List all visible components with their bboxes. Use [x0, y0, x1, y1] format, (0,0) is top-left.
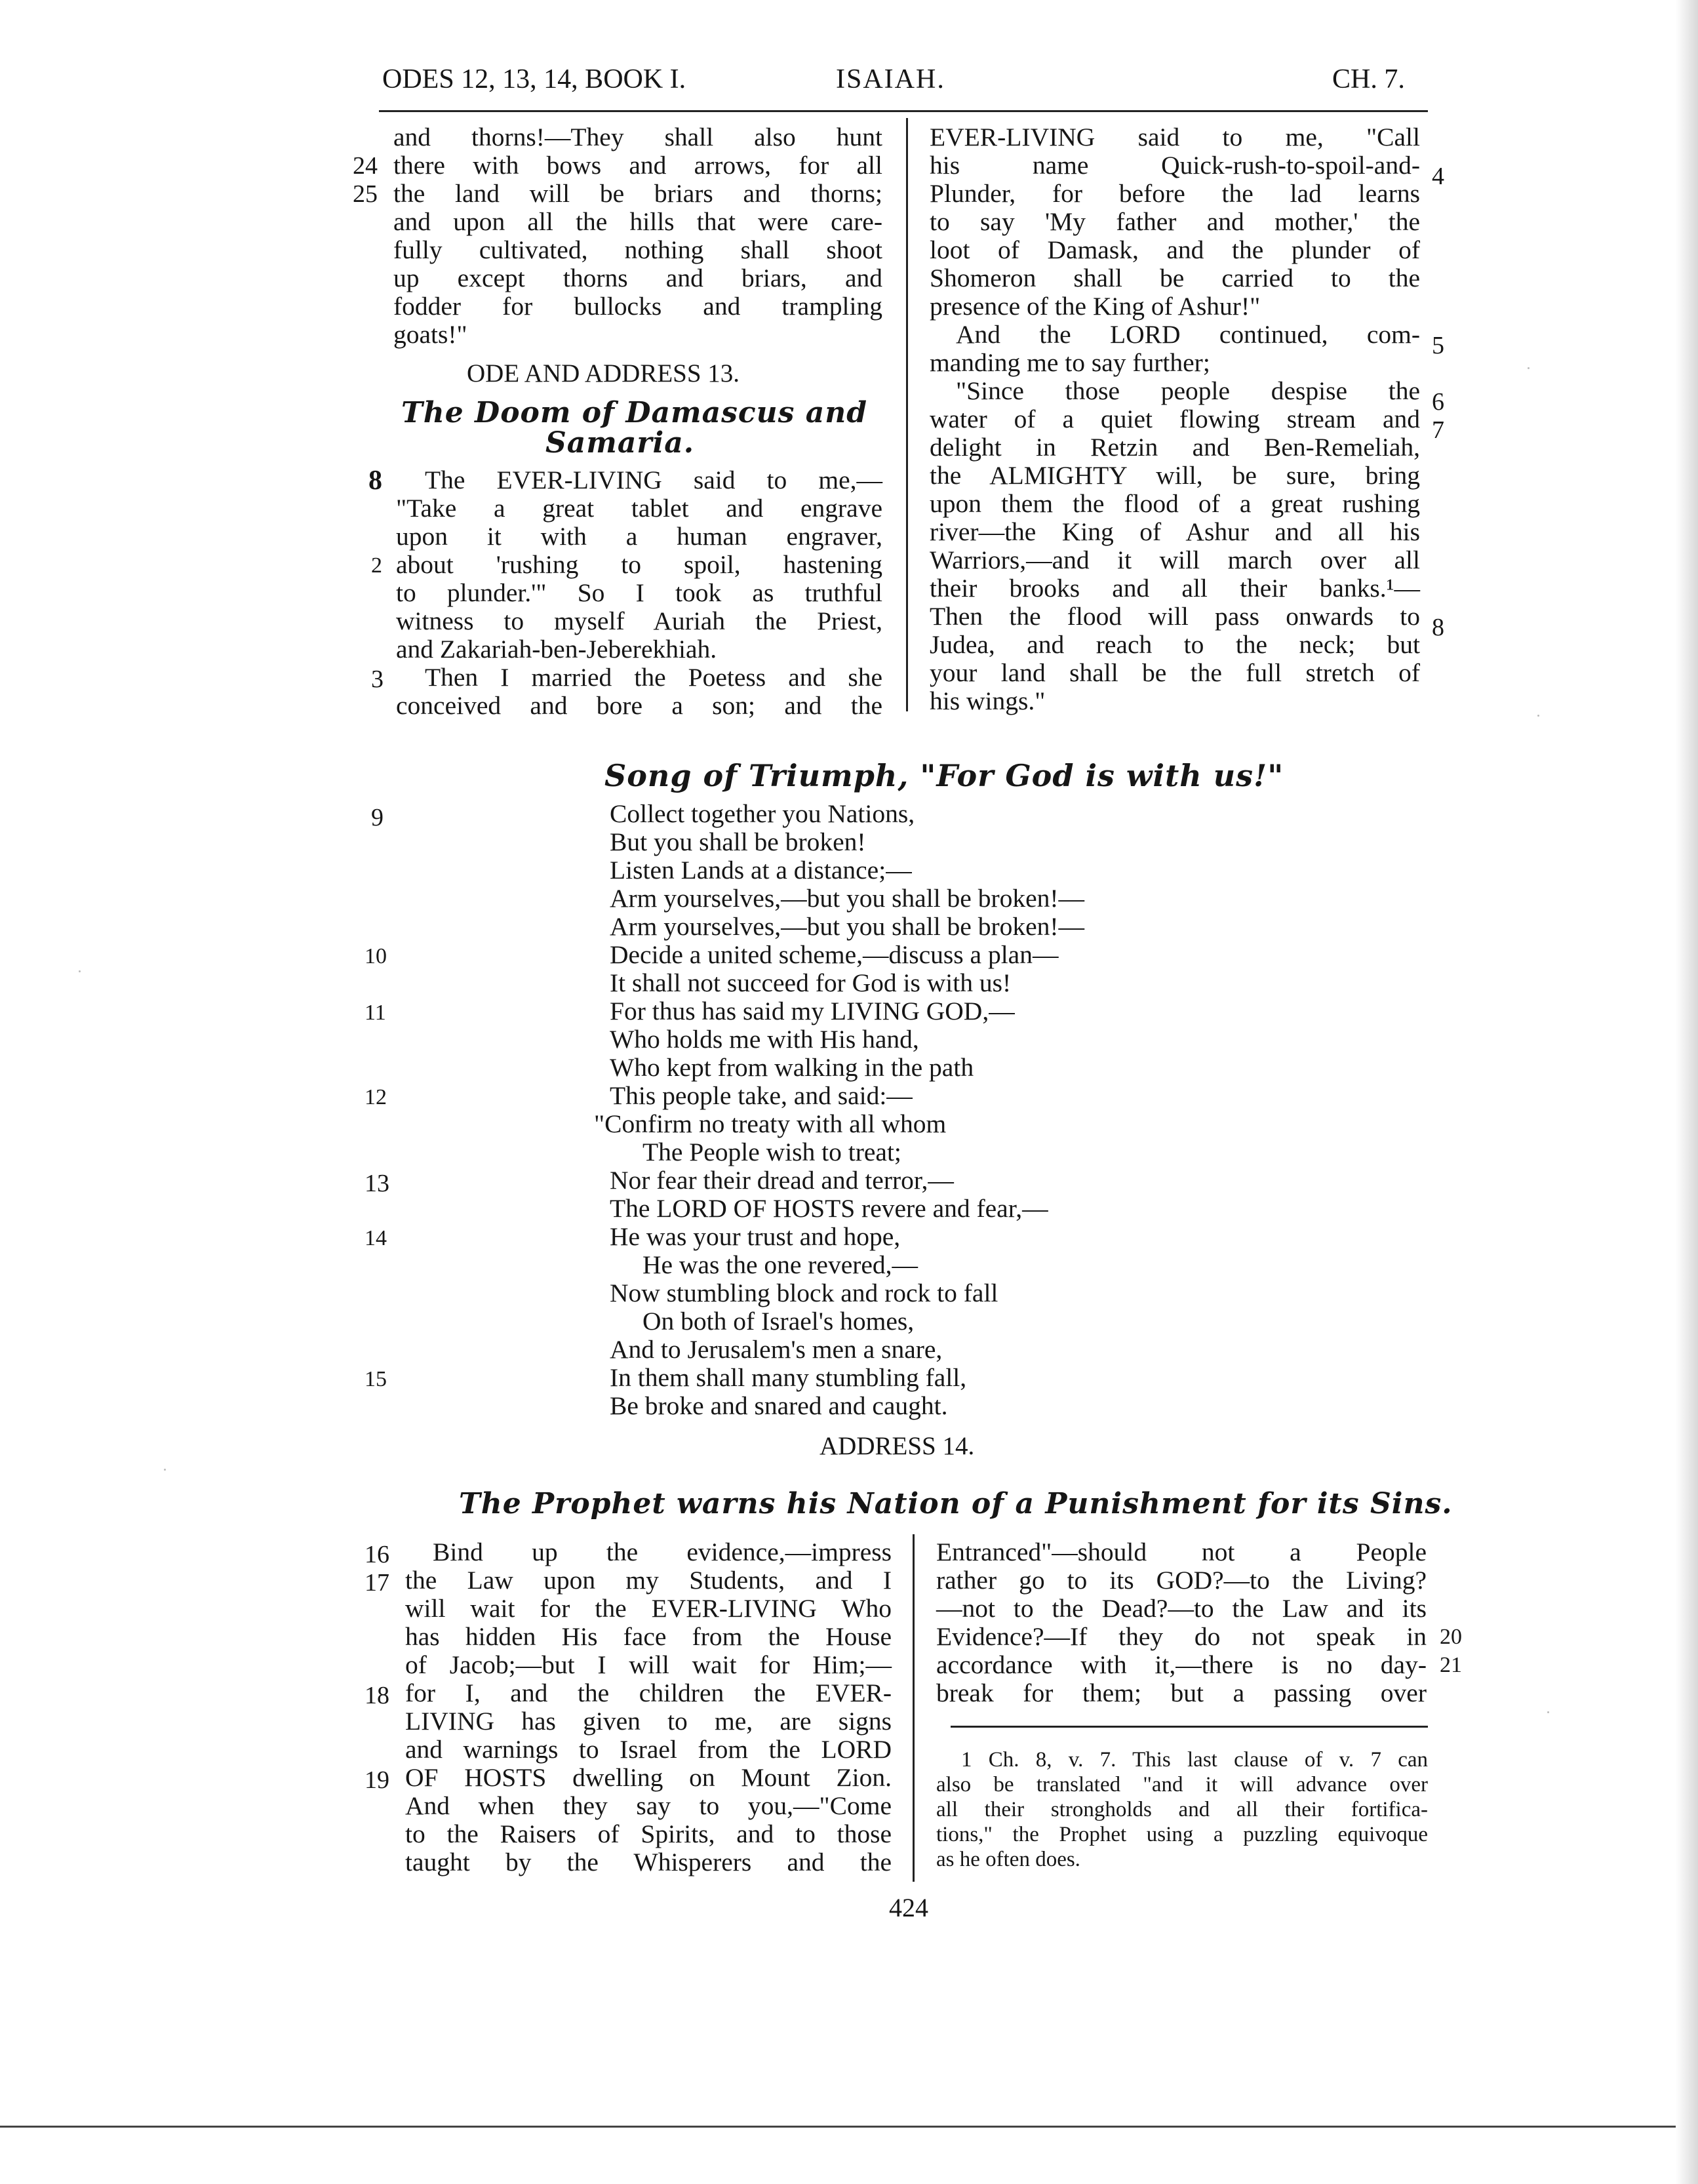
verse-number: 7 [1432, 416, 1444, 444]
text-line: —not to the Dead?—to the Law and its [936, 1594, 1427, 1623]
text-line: fodder for bullocks and trampling [393, 292, 882, 321]
footnote-line: all their strongholds and all their fortifica- [936, 1798, 1428, 1821]
text-line: there with bows and arrows, for all [393, 151, 882, 180]
text-line: delight in Retzin and Ben-Remeliah, [930, 433, 1420, 462]
address-title: The Prophet warns his Nation of a Punishment for its Sins. [459, 1487, 1453, 1520]
running-header-left: ODES 12, 13, 14, BOOK I. [382, 64, 686, 94]
text-line: break for them; but a passing over [936, 1678, 1427, 1707]
text-line: witness to myself Auriah the Priest, [396, 606, 882, 635]
text-line: presence of the King of Ashur!" [930, 292, 1261, 321]
running-header-right: CH. 7. [1332, 64, 1405, 94]
verse-number: 18 [365, 1682, 389, 1709]
verse-number: 24 [353, 152, 378, 180]
text-line: their brooks and all their banks.¹— [930, 574, 1420, 603]
verse-number: 21 [1440, 1653, 1462, 1677]
text-line: OF HOSTS dwelling on Mount Zion. [405, 1763, 892, 1792]
column-divider-bottom [913, 1534, 915, 1882]
text-line: the ALMIGHTY will, be sure, bring [930, 461, 1420, 490]
text-line: Entranced"—should not a People [936, 1538, 1427, 1566]
scan-speck [1537, 715, 1539, 717]
text-line: loot of Damask, and the plunder of [930, 235, 1420, 264]
verse-number: 10 [365, 944, 387, 968]
poem-line: He was your trust and hope, [610, 1222, 901, 1251]
column-divider-top [906, 118, 908, 711]
text-line: Plunder, for before the lad learns [930, 179, 1420, 208]
ode-heading: ODE AND ADDRESS 13. [467, 359, 740, 387]
verse-number: 8 [1432, 614, 1444, 641]
poem-line: Arm yourselves,—but you shall be broken!— [610, 884, 1085, 913]
verse-number: 11 [365, 1001, 386, 1025]
text-line: Judea, and reach to the neck; but [930, 630, 1420, 659]
page-number: 424 [889, 1893, 928, 1922]
section-title: Samaria. [545, 426, 695, 460]
verse-number: 5 [1432, 332, 1444, 359]
running-header-title: ISAIAH. [836, 64, 945, 94]
text-line: conceived and bore a son; and the [396, 691, 882, 720]
verse-number: 9 [371, 804, 384, 831]
verse-number: 2 [371, 553, 382, 578]
text-line: his name Quick-rush-to-spoil-and- [930, 151, 1420, 180]
text-line: Then I married the Poetess and she [425, 663, 882, 692]
text-line: The EVER-LIVING said to me,— [425, 466, 882, 494]
poem-line: He was the one revered,— [642, 1250, 918, 1279]
verse-number: 15 [365, 1367, 387, 1391]
footnote-line: tions," the Prophet using a puzzling equivoque [936, 1823, 1428, 1846]
poem-line: The LORD OF HOSTS revere and fear,— [610, 1194, 1048, 1223]
footnote-line: also be translated "and it will advance over [936, 1773, 1428, 1797]
text-line: And the LORD continued, com- [956, 320, 1420, 349]
text-line: LIVING has given to me, are signs [405, 1707, 892, 1736]
poem-line: It shall not succeed for God is with us! [610, 968, 1012, 997]
scan-speck [1528, 367, 1530, 369]
poem-line: Be broke and snared and caught. [610, 1391, 948, 1420]
address-heading: ADDRESS 14. [819, 1432, 975, 1460]
text-line: fully cultivated, nothing shall shoot [393, 235, 882, 264]
text-line: up except thorns and briars, and [393, 264, 882, 292]
poem-line: This people take, and said:— [610, 1081, 913, 1110]
text-line: and thorns!—They shall also hunt [393, 123, 882, 151]
verse-number: 12 [365, 1085, 387, 1109]
text-line: to the Raisers of Spirits, and to those [405, 1819, 892, 1848]
scan-speck [164, 1469, 166, 1471]
text-line: taught by the Whisperers and the [405, 1848, 892, 1876]
verse-number: 19 [365, 1766, 389, 1794]
text-line: for I, and the children the EVER- [405, 1678, 892, 1707]
verse-number: 25 [353, 180, 378, 208]
text-line: Then the flood will pass onwards to [930, 602, 1420, 631]
text-line: goats!" [393, 320, 467, 349]
verse-number: 13 [365, 1170, 389, 1197]
song-title: Song of Triumph, "For God is with us!" [604, 758, 1284, 793]
poem-line: Who kept from walking in the path [610, 1053, 974, 1082]
poem-line: Arm yourselves,—but you shall be broken!— [610, 912, 1085, 941]
text-line: his wings." [930, 686, 1046, 715]
text-line: manding me to say further; [930, 348, 1210, 377]
verse-number: 16 [365, 1541, 389, 1568]
text-line: Shomeron shall be carried to the [930, 264, 1420, 292]
text-line: rather go to its GOD?—to the Living? [936, 1566, 1427, 1595]
text-line: and Zakariah-ben-Jeberekhiah. [396, 635, 717, 664]
scan-edge-line [0, 2126, 1698, 2128]
chapter-number: 8 [368, 466, 382, 496]
text-line: Bind up the evidence,—impress [433, 1538, 892, 1566]
text-line: and upon all the hills that were care- [393, 207, 882, 236]
footnote-rule [951, 1726, 1428, 1728]
text-line: EVER-LIVING said to me, "Call [930, 123, 1420, 151]
text-line: "Take a great tablet and engrave [396, 494, 882, 523]
section-title: The Doom of Damascus and [401, 396, 868, 429]
text-line: and warnings to Israel from the LORD [405, 1735, 892, 1764]
text-line: And when they say to you,—"Come [405, 1791, 892, 1820]
text-line: of Jacob;—but I will wait for Him;— [405, 1650, 892, 1679]
scan-speck [79, 970, 81, 972]
verse-number: 14 [365, 1226, 387, 1250]
text-line: about 'rushing to spoil, hastening [396, 550, 882, 579]
poem-line: Collect together you Nations, [610, 799, 915, 828]
text-line: to plunder.'" So I took as truthful [396, 578, 882, 607]
poem-line: Nor fear their dread and terror,— [610, 1166, 954, 1195]
text-line: river—the King of Ashur and all his [930, 517, 1420, 546]
poem-line: In them shall many stumbling fall, [610, 1363, 967, 1392]
text-line: upon them the flood of a great rushing [930, 489, 1420, 518]
text-line: your land shall be the full stretch of [930, 658, 1420, 687]
footnote-line: as he often does. [936, 1848, 1080, 1871]
verse-number: 20 [1440, 1625, 1462, 1649]
verse-number: 6 [1432, 388, 1444, 416]
text-line: has hidden His face from the House [405, 1622, 892, 1651]
poem-line: Who holds me with His hand, [610, 1025, 919, 1054]
poem-line: Now stumbling block and rock to fall [610, 1279, 998, 1307]
verse-number: 17 [365, 1569, 389, 1597]
text-line: will wait for the EVER-LIVING Who [405, 1594, 892, 1623]
text-line: to say 'My father and mother,' the [930, 207, 1420, 236]
text-line: water of a quiet flowing stream and [930, 405, 1420, 433]
text-line: the Law upon my Students, and I [405, 1566, 892, 1595]
text-line: the land will be briars and thorns; [393, 179, 882, 208]
text-line: upon it with a human engraver, [396, 522, 882, 551]
scan-speck [1547, 1711, 1549, 1713]
poem-line: And to Jerusalem's men a snare, [610, 1335, 943, 1364]
poem-line: For thus has said my LIVING GOD,— [610, 997, 1015, 1025]
header-rule [379, 110, 1428, 112]
poem-line: Decide a united scheme,—discuss a plan— [610, 940, 1059, 969]
footnote-line: 1 Ch. 8, v. 7. This last clause of v. 7 can [961, 1748, 1428, 1772]
scan-edge-shadow [1676, 0, 1698, 2184]
poem-line: "Confirm no treaty with all whom [594, 1109, 947, 1138]
text-line: Warriors,—and it will march over all [930, 546, 1420, 574]
poem-line: The People wish to treat; [642, 1138, 901, 1166]
poem-line: On both of Israel's homes, [642, 1307, 915, 1336]
text-line: Evidence?—If they do not speak in [936, 1622, 1427, 1651]
text-line: accordance with it,—there is no day- [936, 1650, 1427, 1679]
text-line: "Since those people despise the [956, 376, 1420, 405]
poem-line: But you shall be broken! [610, 827, 866, 856]
poem-line: Listen Lands at a distance;— [610, 856, 912, 884]
verse-number: 4 [1432, 163, 1444, 190]
verse-number: 3 [371, 665, 384, 693]
